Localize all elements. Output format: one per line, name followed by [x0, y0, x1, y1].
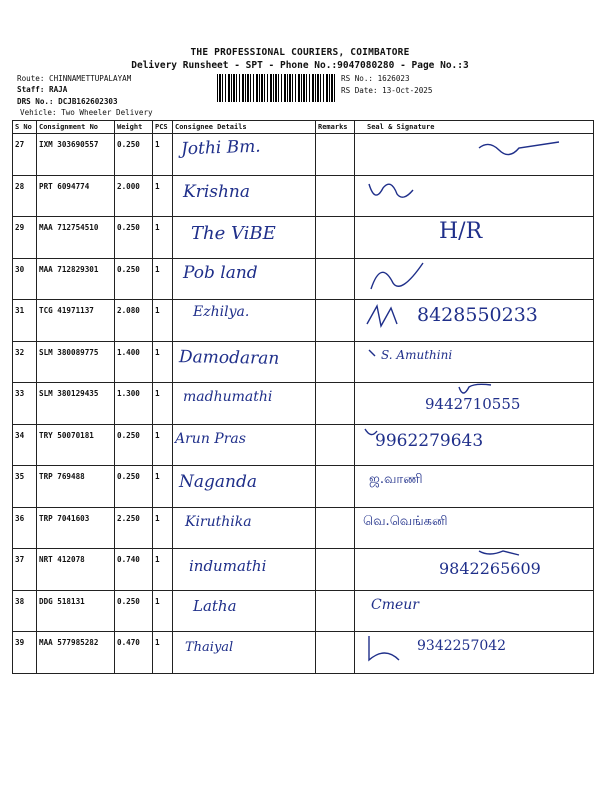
row-consignee — [173, 590, 316, 632]
row-weight: 2.080 — [115, 300, 153, 342]
row-pcs: 1 — [153, 383, 173, 425]
row-weight: 0.250 — [115, 590, 153, 632]
row-sno: 27 — [13, 134, 37, 176]
row-signature — [355, 466, 594, 508]
row-pcs: 1 — [153, 466, 173, 508]
row-sno: 39 — [13, 632, 37, 674]
table-row — [13, 175, 594, 217]
row-signature — [355, 175, 594, 217]
row-sno: 32 — [13, 341, 37, 383]
signature-scribble — [359, 591, 589, 629]
consignee-handwriting: Kiruthika — [185, 513, 252, 530]
row-sno: 29 — [13, 217, 37, 259]
row-consignment-no: MAA 712829301 — [37, 258, 115, 300]
row-sno: 31 — [13, 300, 37, 342]
consignee-handwriting: Naganda — [179, 472, 257, 492]
row-pcs: 1 — [153, 217, 173, 259]
row-pcs: 1 — [153, 341, 173, 383]
row-consignment-no: TRP 7041603 — [37, 507, 115, 549]
row-remarks — [316, 424, 355, 466]
row-sno: 28 — [13, 175, 37, 217]
signature-scribble — [359, 217, 589, 255]
table-row — [13, 507, 594, 549]
consignee-handwriting: Jothi Bm. — [180, 136, 262, 160]
row-consignment-no: TCG 41971137 — [37, 300, 115, 342]
row-consignment-no: SLM 380089775 — [37, 341, 115, 383]
row-consignment-no: MAA 712754510 — [37, 217, 115, 259]
row-pcs: 1 — [153, 175, 173, 217]
signature-scribble — [359, 259, 589, 297]
row-consignment-no: MAA 577985282 — [37, 632, 115, 674]
signature-handwriting: 9442710555 — [425, 395, 521, 413]
row-pcs: 1 — [153, 258, 173, 300]
col-signature: Seal & Signature — [355, 121, 594, 134]
row-consignee — [173, 507, 316, 549]
row-weight: 0.250 — [115, 466, 153, 508]
signature-handwriting: H/R — [439, 219, 483, 244]
row-signature — [355, 507, 594, 549]
row-pcs: 1 — [153, 507, 173, 549]
row-consignee — [173, 134, 316, 176]
table-row — [13, 590, 594, 632]
row-consignee — [173, 258, 316, 300]
row-signature — [355, 258, 594, 300]
table-row — [13, 424, 594, 466]
col-weight: Weight — [115, 121, 153, 134]
consignee-handwriting: Ezhilya. — [193, 304, 250, 320]
row-sno: 37 — [13, 549, 37, 591]
signature-handwriting: S. Amuthini — [381, 347, 453, 362]
row-weight: 0.250 — [115, 134, 153, 176]
signature-handwriting: வெ.வெங்கனி — [363, 513, 448, 529]
row-remarks — [316, 549, 355, 591]
consignee-handwriting: indumathi — [189, 557, 267, 575]
signature-handwriting: 9842265609 — [439, 559, 541, 578]
row-consignment-no: SLM 380129435 — [37, 383, 115, 425]
row-remarks — [316, 134, 355, 176]
row-consignment-no: IXM 303690557 — [37, 134, 115, 176]
row-remarks — [316, 632, 355, 674]
row-remarks — [316, 300, 355, 342]
col-remarks: Remarks — [316, 121, 355, 134]
route-label: Route: CHINNAMETTUPALAYAM — [17, 74, 132, 83]
row-weight: 0.470 — [115, 632, 153, 674]
consignee-handwriting: The ViBE — [191, 223, 276, 244]
row-consignee — [173, 300, 316, 342]
signature-stroke — [365, 429, 377, 435]
col-consignee: Consignee Details — [173, 121, 316, 134]
consignee-handwriting: Krishna — [183, 181, 251, 202]
signature-handwriting: 8428550233 — [417, 304, 538, 326]
signature-scribble — [359, 508, 589, 546]
row-signature — [355, 632, 594, 674]
row-remarks — [316, 258, 355, 300]
consignee-handwriting: Latha — [193, 596, 237, 615]
row-signature — [355, 341, 594, 383]
row-remarks — [316, 590, 355, 632]
col-consignment: Consignment No — [37, 121, 115, 134]
row-consignee — [173, 424, 316, 466]
row-weight: 2.000 — [115, 175, 153, 217]
row-consignee — [173, 341, 316, 383]
consignee-handwriting: Damodaran — [178, 346, 280, 369]
row-consignee — [173, 632, 316, 674]
table-row — [13, 300, 594, 342]
signature-scribble — [359, 632, 589, 670]
signature-handwriting: Cmeur — [371, 596, 419, 613]
drs-label: DRS No.: DCJB162602303 — [17, 97, 118, 106]
signature-scribble — [359, 466, 589, 504]
table-row — [13, 341, 594, 383]
row-remarks — [316, 383, 355, 425]
row-pcs: 1 — [153, 300, 173, 342]
table-header-row — [13, 121, 594, 134]
consignee-handwriting: madhumathi — [183, 389, 273, 405]
row-remarks — [316, 507, 355, 549]
row-sno: 30 — [13, 258, 37, 300]
table-row — [13, 466, 594, 508]
signature-stroke — [369, 350, 375, 356]
runsheet-subtitle: Delivery Runsheet - SPT - Phone No.:9047080280 - Page No.:3 — [131, 60, 469, 71]
row-consignment-no: TRY 50070181 — [37, 424, 115, 466]
row-weight: 0.740 — [115, 549, 153, 591]
row-weight: 0.250 — [115, 424, 153, 466]
row-signature — [355, 549, 594, 591]
row-pcs: 1 — [153, 590, 173, 632]
row-consignee — [173, 383, 316, 425]
row-weight: 0.250 — [115, 258, 153, 300]
row-signature — [355, 217, 594, 259]
row-weight: 1.400 — [115, 341, 153, 383]
row-remarks — [316, 217, 355, 259]
table-row — [13, 134, 594, 176]
row-pcs: 1 — [153, 134, 173, 176]
signature-handwriting: ஜ.வாணி — [369, 472, 423, 487]
row-sno: 36 — [13, 507, 37, 549]
signature-scribble — [359, 342, 589, 380]
table-row — [13, 632, 594, 674]
consignee-handwriting: Pob land — [183, 262, 258, 283]
signature-scribble — [359, 134, 589, 172]
row-consignment-no: DDG 518131 — [37, 590, 115, 632]
signature-stroke — [479, 551, 519, 555]
row-pcs: 1 — [153, 549, 173, 591]
row-remarks — [316, 341, 355, 383]
vehicle-label: Vehicle: Two Wheeler Delivery — [20, 108, 153, 117]
signature-scribble — [359, 383, 589, 421]
signature-stroke — [369, 636, 399, 660]
staff-label: Staff: RAJA — [17, 85, 68, 94]
signature-stroke — [459, 384, 491, 393]
rs-number: RS No.: 1626023 — [341, 74, 410, 83]
signature-scribble — [359, 176, 589, 214]
row-sno: 38 — [13, 590, 37, 632]
rs-date: RS Date: 13-Oct-2025 — [341, 86, 433, 95]
row-remarks — [316, 175, 355, 217]
row-sno: 33 — [13, 383, 37, 425]
row-signature — [355, 590, 594, 632]
consignee-handwriting: Arun Pras — [175, 430, 246, 447]
signature-handwriting: 9962279643 — [375, 430, 484, 451]
row-consignee — [173, 217, 316, 259]
signature-scribble — [359, 549, 589, 587]
row-remarks — [316, 466, 355, 508]
signature-stroke — [479, 142, 559, 155]
col-pcs: PCS — [153, 121, 173, 134]
signature-stroke — [369, 184, 413, 197]
runsheet-title: THE PROFESSIONAL COURIERS, COIMBATORE — [190, 47, 410, 58]
row-consignee — [173, 466, 316, 508]
signature-stroke — [371, 263, 423, 289]
row-consignment-no: NRT 412078 — [37, 549, 115, 591]
table-row — [13, 549, 594, 591]
signature-stroke — [367, 306, 397, 326]
table-row — [13, 217, 594, 259]
row-pcs: 1 — [153, 632, 173, 674]
row-signature — [355, 134, 594, 176]
row-signature — [355, 424, 594, 466]
row-signature — [355, 383, 594, 425]
col-sno: S No — [13, 121, 37, 134]
row-consignment-no: TRP 769488 — [37, 466, 115, 508]
runsheet-table — [12, 120, 594, 674]
row-weight: 2.250 — [115, 507, 153, 549]
row-sno: 35 — [13, 466, 37, 508]
barcode-image — [217, 74, 337, 102]
signature-scribble — [359, 300, 589, 338]
row-consignee — [173, 549, 316, 591]
table-row — [13, 383, 594, 425]
row-weight: 0.250 — [115, 217, 153, 259]
row-weight: 1.300 — [115, 383, 153, 425]
consignee-handwriting: Thaiyal — [185, 640, 234, 655]
table-row — [13, 258, 594, 300]
row-signature — [355, 300, 594, 342]
row-sno: 34 — [13, 424, 37, 466]
row-pcs: 1 — [153, 424, 173, 466]
row-consignee — [173, 175, 316, 217]
row-consignment-no: PRT 6094774 — [37, 175, 115, 217]
signature-handwriting: 9342257042 — [417, 638, 507, 654]
signature-scribble — [359, 425, 589, 463]
